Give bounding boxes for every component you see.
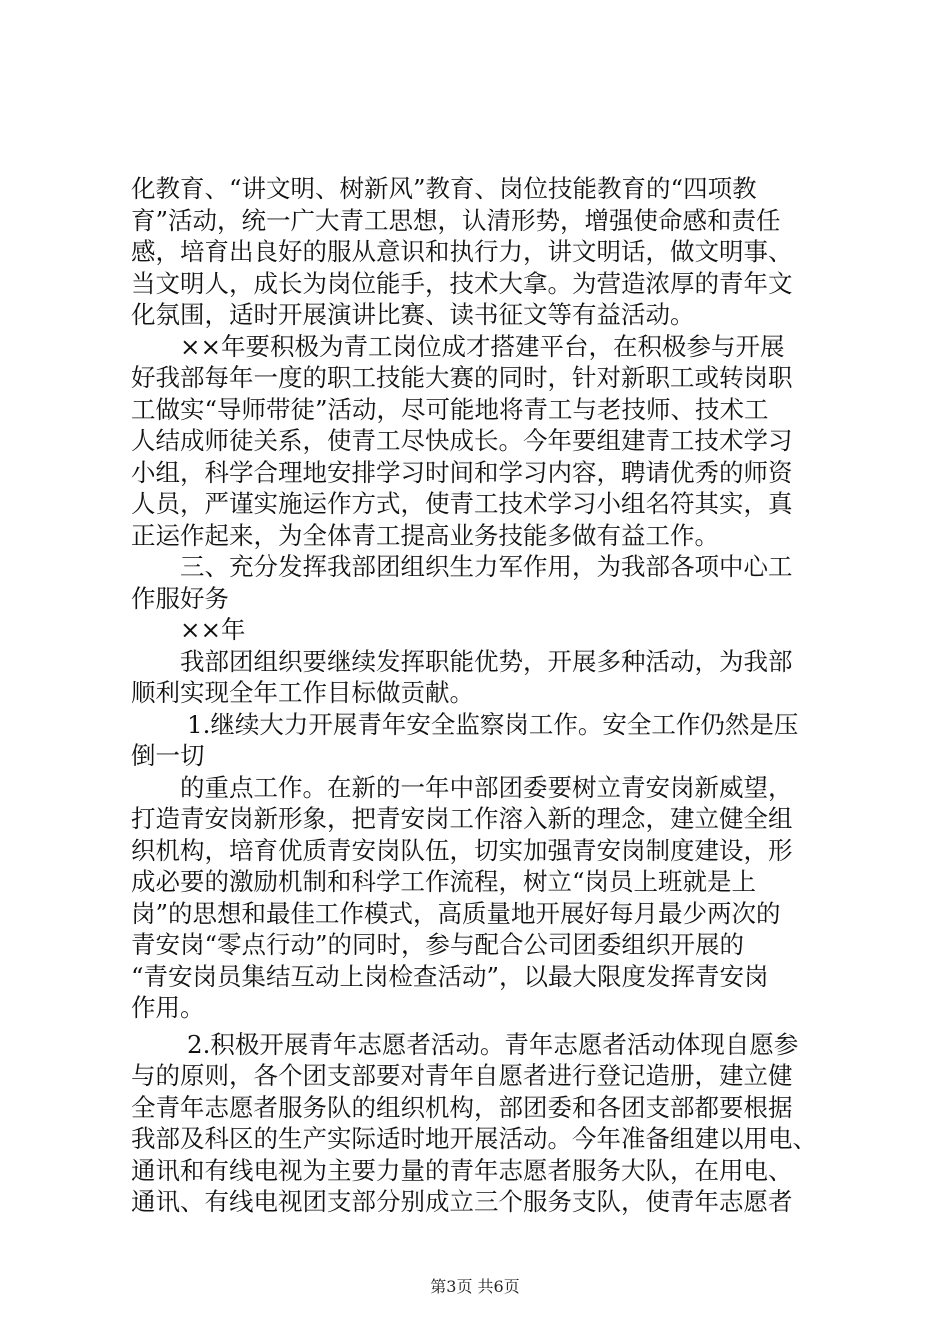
text-line: 打造青安岗新形象，把青安岗工作溶入新的理念，建立健全组: [131, 804, 793, 833]
text-line: 工做实“导师带徒”活动，尽可能地将青工与老技师、技术工: [131, 394, 769, 424]
text-line: 当文明人，成长为岗位能手，技术大拿。为营造浓厚的青年文: [131, 268, 793, 298]
paragraph-start-line: 的重点工作。在新的一年中部团委要树立青安岗新威望，: [180, 772, 793, 802]
text-line: 全青年志愿者服务队的组织机构，部团委和各团支部都要根据: [131, 1092, 793, 1122]
text-line: 倒一切: [131, 741, 205, 770]
text-line: 化教育、“讲文明、树新风”教育、岗位技能教育的“四项教: [131, 174, 757, 203]
section-heading-line: 三、充分发挥我部团组织生力军作用，为我部各项中心工: [180, 552, 793, 581]
list-item-line: 1.继续大力开展青年安全监察岗工作。安全工作仍然是压: [187, 709, 799, 739]
text-line: 化氛围，适时开展演讲比赛、读书征文等有益活动。: [131, 300, 695, 329]
text-line: “青安岗员集结互动上岗检查活动”，以最大限度发挥青安岗: [131, 961, 769, 991]
section-heading-line: 作服好务: [131, 583, 229, 613]
text-line: 我部及科区的生产实际适时地开展活动。今年准备组建以用电、: [131, 1124, 817, 1153]
text-line: 人员，严谨实施运作方式，使青工技术学习小组名符其实，真: [131, 489, 793, 518]
text-line: 与的原则，各个团支部要对青年自愿者进行登记造册，建立健: [131, 1061, 793, 1090]
text-line: 成必要的激励机制和科学工作流程，树立“岗员上班就是上: [131, 867, 757, 896]
text-line: 好我部每年一度的职工技能大赛的同时，针对新职工或转岗职: [131, 363, 793, 392]
text-line: 正运作起来，为全体青工提高业务技能多做有益工作。: [131, 520, 719, 550]
text-line: 织机构，培育优质青安岗队伍，切实加强青安岗制度建设，形: [131, 835, 793, 865]
paragraph-start-line: ××年要积极为青工岗位成才搭建平台，在积极参与开展: [180, 331, 785, 361]
text-line: 通讯、有线电视团支部分别成立三个服务支队，使青年志愿者: [131, 1187, 793, 1216]
text-line: 通讯和有线电视为主要力量的青年志愿者服务大队，在用电、: [131, 1155, 793, 1185]
document-body: [131, 173, 831, 1218]
page-number: 第3页 共6页: [430, 1277, 520, 1296]
text-line: 岗”的思想和最佳工作模式，高质量地开展好每月最少两次的: [131, 898, 781, 928]
text-line: 青安岗“零点行动”的同时，参与配合公司团委组织开展的: [131, 930, 745, 959]
year-line: ××年: [180, 615, 246, 644]
text-line: 育”活动，统一广大青工思想，认清形势，增强使命感和责任: [131, 205, 781, 235]
list-item-line: 2.积极开展青年志愿者活动。青年志愿者活动体现自愿参: [187, 1029, 799, 1059]
text-line: 感，培育出良好的服从意识和执行力，讲文明话，做文明事、: [131, 237, 793, 266]
text-line: 人结成师徒关系，使青工尽快成长。今年要组建青工技术学习: [131, 426, 793, 455]
text-line: 小组，科学合理地安排学习时间和学习内容，聘请优秀的师资: [131, 457, 793, 487]
text-line: 顺利实现全年工作目标做贡献。: [131, 678, 474, 707]
page-footer: [0, 1274, 950, 1297]
text-line: 作用。: [131, 993, 205, 1022]
paragraph-start-line: 我部团组织要继续发挥职能优势，开展多种活动，为我部: [180, 646, 793, 676]
